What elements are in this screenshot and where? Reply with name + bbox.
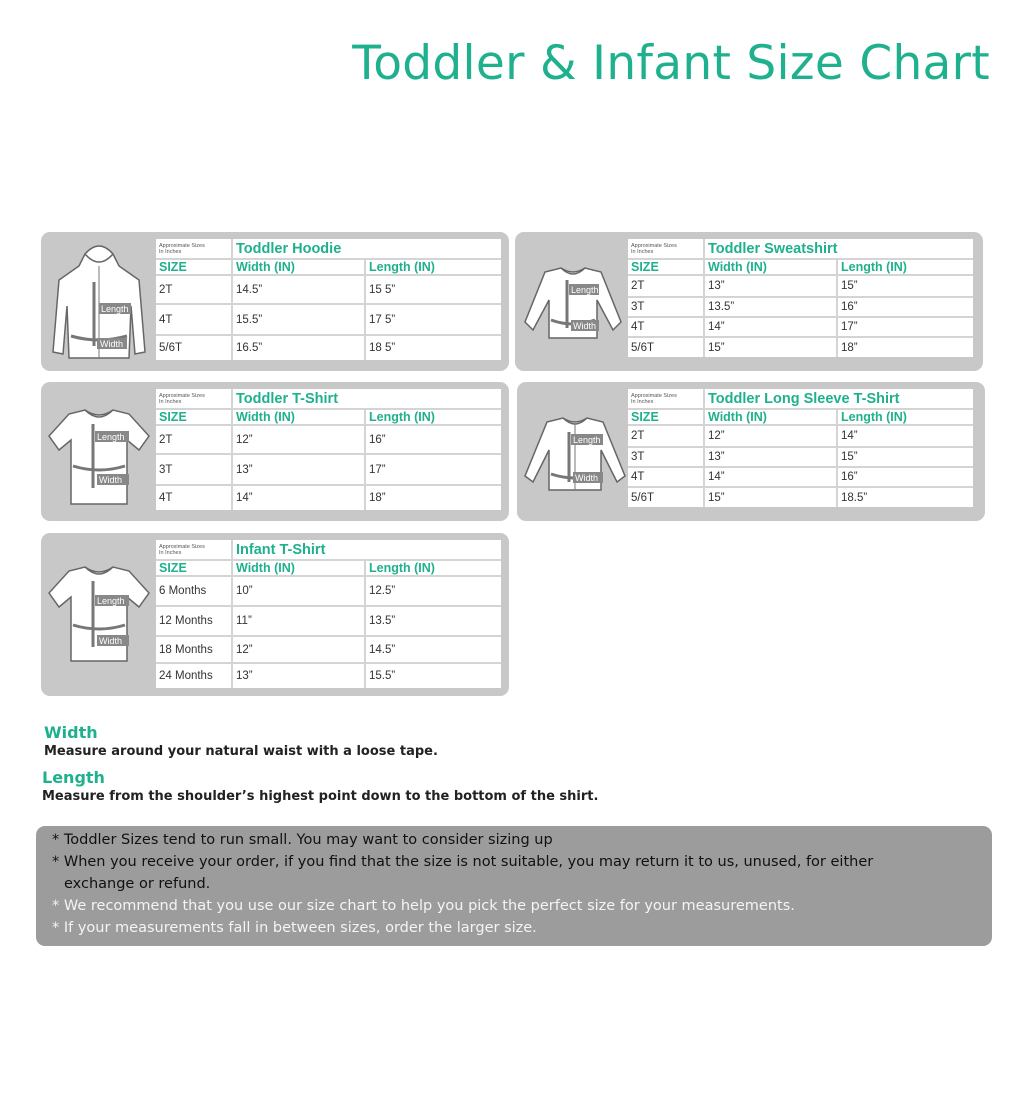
column-header: SIZE xyxy=(156,409,232,425)
column-header: Width (IN) xyxy=(232,259,365,275)
size-table-hoodie xyxy=(156,239,501,360)
column-header: Length (IN) xyxy=(837,259,973,275)
table-cell: 18 Months xyxy=(156,636,232,663)
table-note: Approximate Sizes xyxy=(159,242,205,249)
table-cell: 4T xyxy=(156,485,232,510)
table-cell: 15” xyxy=(704,487,837,507)
table-cell: 2T xyxy=(628,275,704,297)
table-cell: 12” xyxy=(232,636,365,663)
table-cell: 14” xyxy=(704,317,837,337)
table-cell: 5/6T xyxy=(628,487,704,507)
table-cell: 4T xyxy=(628,467,704,487)
column-header: Length (IN) xyxy=(365,560,501,576)
column-header: Width (IN) xyxy=(232,560,365,576)
table-title: Toddler Sweatshirt xyxy=(704,239,973,259)
note-line: * When you receive your order, if you find that the size is not suitable, you may return it to us, unused, for either xyxy=(52,854,874,870)
table-note: In Inches xyxy=(159,398,182,405)
table-title: Toddler Hoodie xyxy=(232,239,501,259)
page-title: Toddler & Infant Size Chart xyxy=(352,36,990,91)
length-heading: Length xyxy=(42,768,105,787)
size-card-sweatshirt xyxy=(515,232,983,371)
width-label: Width xyxy=(100,339,124,349)
column-header: Length (IN) xyxy=(365,409,501,425)
table-cell: 6 Months xyxy=(156,576,232,606)
table-cell: 13” xyxy=(232,454,365,485)
table-cell: 2T xyxy=(628,425,704,447)
table-cell: 13.5” xyxy=(704,297,837,317)
note-line: * Toddler Sizes tend to run small. You may want to consider sizing up xyxy=(52,832,553,848)
size-table-infant xyxy=(156,540,501,688)
table-row xyxy=(156,425,501,454)
table-row xyxy=(628,317,973,337)
table-row xyxy=(156,636,501,663)
table-note: In Inches xyxy=(159,248,182,255)
table-cell: 12 Months xyxy=(156,606,232,636)
table-row xyxy=(156,335,501,360)
table-cell: 13.5” xyxy=(365,606,501,636)
table-row xyxy=(628,467,973,487)
table-cell: 16” xyxy=(837,467,973,487)
column-header: SIZE xyxy=(156,560,232,576)
table-cell: 5/6T xyxy=(628,337,704,357)
length-label: Length xyxy=(97,432,125,442)
table-cell: 16.5” xyxy=(232,335,365,360)
table-cell: 16” xyxy=(365,425,501,454)
table-cell: 4T xyxy=(156,304,232,335)
column-header: SIZE xyxy=(156,259,232,275)
table-row xyxy=(628,447,973,467)
tshirt-icon xyxy=(47,394,151,518)
table-cell: 12” xyxy=(704,425,837,447)
table-cell: 5/6T xyxy=(156,335,232,360)
table-cell: 14” xyxy=(837,425,973,447)
table-row xyxy=(156,663,501,688)
table-row xyxy=(628,337,973,357)
table-cell: 17” xyxy=(837,317,973,337)
size-card-long-sleeve xyxy=(517,382,985,521)
size-card-infant xyxy=(41,533,509,696)
column-header: SIZE xyxy=(628,259,704,275)
long-sleeve-shirt-icon xyxy=(523,390,627,514)
table-cell: 18.5” xyxy=(841,491,868,504)
table-note: Approximate Sizes xyxy=(159,543,205,550)
table-row xyxy=(156,304,501,335)
table-cell: 15.5” xyxy=(232,304,365,335)
note-line: * We recommend that you use our size chart to help you pick the perfect size for your measurements. xyxy=(52,898,795,914)
table-row xyxy=(156,606,501,636)
table-row xyxy=(628,425,973,447)
table-cell: 15.5” xyxy=(369,670,396,682)
table-cell: 12.5” xyxy=(365,576,501,606)
column-header: Width (IN) xyxy=(704,409,837,425)
table-row xyxy=(156,485,501,510)
table-row xyxy=(156,576,501,606)
column-header: Width (IN) xyxy=(704,259,837,275)
table-cell: 4T xyxy=(628,317,704,337)
table-cell: 17” xyxy=(365,454,501,485)
table-cell: 15 5” xyxy=(365,275,501,304)
table-note: Approximate Sizes xyxy=(631,242,677,249)
width-description: Measure around your natural waist with a loose tape. xyxy=(44,744,438,759)
length-description: Measure from the shoulder’s highest point down to the bottom of the shirt. xyxy=(42,789,599,804)
table-row xyxy=(628,487,973,507)
table-cell: 11” xyxy=(232,606,365,636)
table-note: Approximate Sizes xyxy=(631,392,677,399)
table-cell: 12” xyxy=(232,425,365,454)
table-cell: 3T xyxy=(628,297,704,317)
table-cell: 2T xyxy=(156,275,232,304)
size-card-tshirt xyxy=(41,382,509,521)
table-cell: 15” xyxy=(837,275,973,297)
size-table-tshirt xyxy=(156,389,501,510)
table-cell: 17 5” xyxy=(365,304,501,335)
size-table-sweatshirt xyxy=(628,239,973,357)
table-row xyxy=(156,275,501,304)
size-card-hoodie xyxy=(41,232,509,371)
width-heading: Width xyxy=(44,723,98,742)
table-title: Infant T-Shirt xyxy=(232,540,501,560)
table-cell: 15” xyxy=(704,337,837,357)
table-note: In Inches xyxy=(631,398,654,405)
note-line: exchange or refund. xyxy=(64,876,211,892)
table-note: Approximate Sizes xyxy=(159,392,205,399)
table-cell: 14” xyxy=(704,467,837,487)
column-header: Length (IN) xyxy=(365,259,501,275)
table-cell: 14.5” xyxy=(232,275,365,304)
table-row xyxy=(628,275,973,297)
table-cell: 18 5” xyxy=(369,342,396,354)
sweatshirt-icon xyxy=(521,238,625,362)
table-cell: 14.5” xyxy=(365,636,501,663)
table-title: Toddler T-Shirt xyxy=(232,389,501,409)
width-label: Width xyxy=(99,475,123,485)
table-cell: 3T xyxy=(628,447,704,467)
table-cell: 10” xyxy=(232,576,365,606)
column-header: Width (IN) xyxy=(232,409,365,425)
table-cell: 13” xyxy=(232,663,365,688)
length-label: Length xyxy=(101,304,129,314)
table-title: Toddler Long Sleeve T-Shirt xyxy=(704,389,973,409)
width-label: Width xyxy=(573,321,597,331)
column-header: SIZE xyxy=(628,409,704,425)
table-cell: 3T xyxy=(156,454,232,485)
table-cell: 2T xyxy=(156,425,232,454)
table-note: In Inches xyxy=(159,549,182,556)
hoodie-icon xyxy=(47,240,151,364)
width-label: Width xyxy=(575,473,599,483)
table-note: In Inches xyxy=(631,248,654,255)
table-row xyxy=(628,297,973,317)
table-cell: 13” xyxy=(704,447,837,467)
column-header: Length (IN) xyxy=(837,409,973,425)
notes-box xyxy=(36,826,992,946)
length-label: Length xyxy=(97,596,125,606)
length-label: Length xyxy=(573,435,601,445)
length-label: Length xyxy=(571,285,599,295)
table-cell: 24 Months xyxy=(156,663,232,688)
table-cell: 18” xyxy=(369,492,386,504)
table-row xyxy=(156,454,501,485)
table-cell: 16” xyxy=(837,297,973,317)
note-line: * If your measurements fall in between sizes, order the larger size. xyxy=(52,920,537,936)
table-cell: 13” xyxy=(704,275,837,297)
table-cell: 18” xyxy=(841,341,858,354)
size-table-long-sleeve xyxy=(628,389,973,507)
width-label: Width xyxy=(99,636,123,646)
infant-tshirt-icon xyxy=(47,555,151,685)
table-cell: 14” xyxy=(232,485,365,510)
table-cell: 15” xyxy=(837,447,973,467)
